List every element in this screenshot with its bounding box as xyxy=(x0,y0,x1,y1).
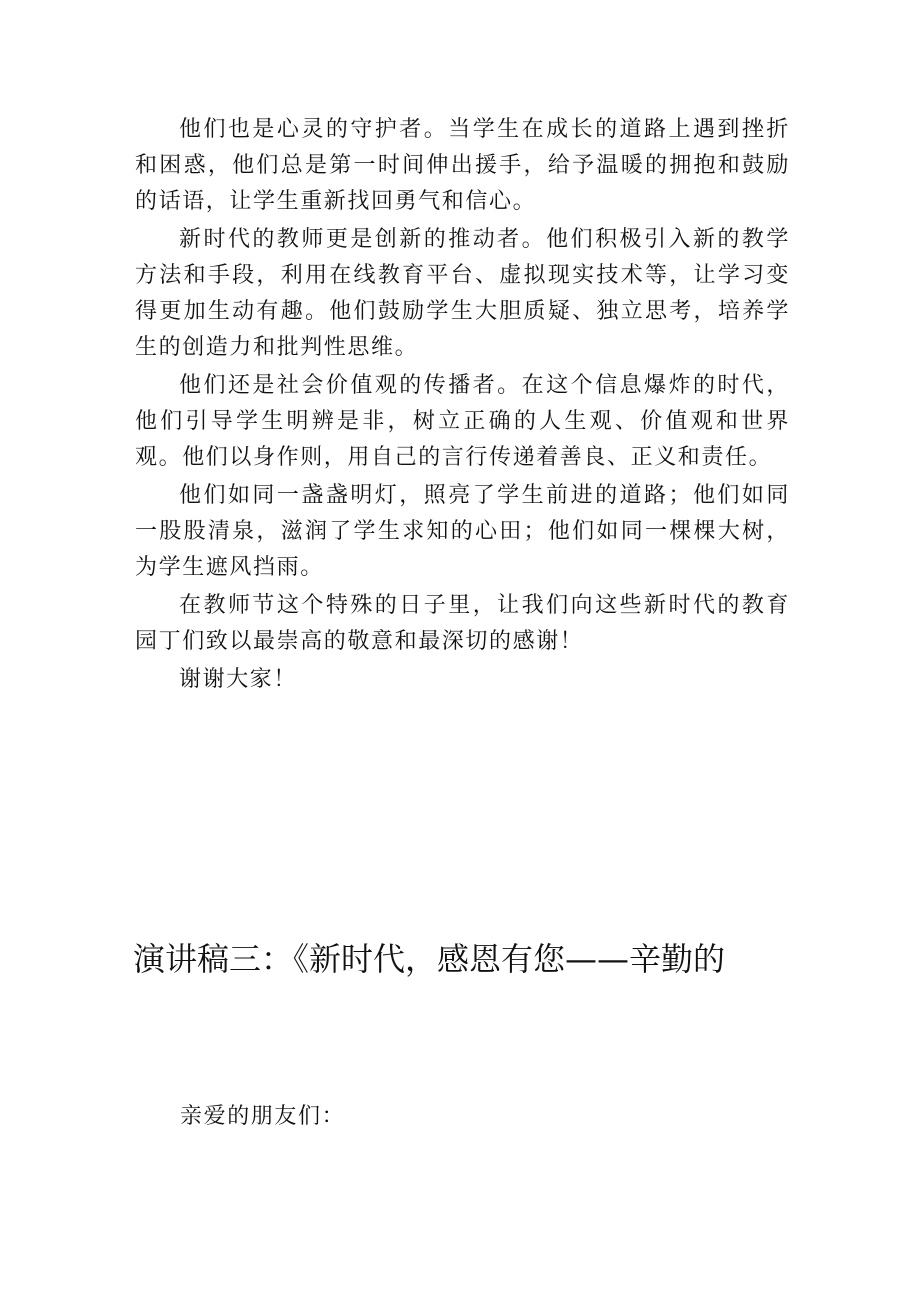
paragraph-innovator: 新时代的教师更是创新的推动者。他们积极引入新的教学方法和手段，利用在线教育平台、虚拟现实技术等，让学习变得更加生动有趣。他们鼓励学生大胆质疑、独立思考，培养学生的创造力和批判性思维。 xyxy=(135,227,790,360)
speech-body xyxy=(135,112,790,700)
paragraph-metaphor: 他们如同一盏盏明灯，照亮了学生前进的道路；他们如同一股股清泉，滋润了学生求知的心田；他们如同一棵棵大树，为学生遮风挡雨。 xyxy=(135,483,790,580)
salutation: 亲爱的朋友们： xyxy=(180,1104,346,1129)
paragraph-thanks: 谢谢大家！ xyxy=(179,667,298,692)
section-heading: 演讲稿三：《新时代，感恩有您——辛勤的 xyxy=(133,940,726,978)
paragraph-gratitude: 在教师节这个特殊的日子里，让我们向这些新时代的教育园丁们致以最崇高的敬意和最深切的感谢！ xyxy=(135,593,790,654)
paragraph-guardian: 他们也是心灵的守护者。当学生在成长的道路上遇到挫折和困惑，他们总是第一时间伸出援手，给予温暖的拥抱和鼓励的话语，让学生重新找回勇气和信心。 xyxy=(135,117,790,214)
paragraph-values: 他们还是社会价值观的传播者。在这个信息爆炸的时代，他们引导学生明辨是非，树立正确的人生观、价值观和世界观。他们以身作则，用自己的言行传递着善良、正义和责任。 xyxy=(135,373,790,470)
